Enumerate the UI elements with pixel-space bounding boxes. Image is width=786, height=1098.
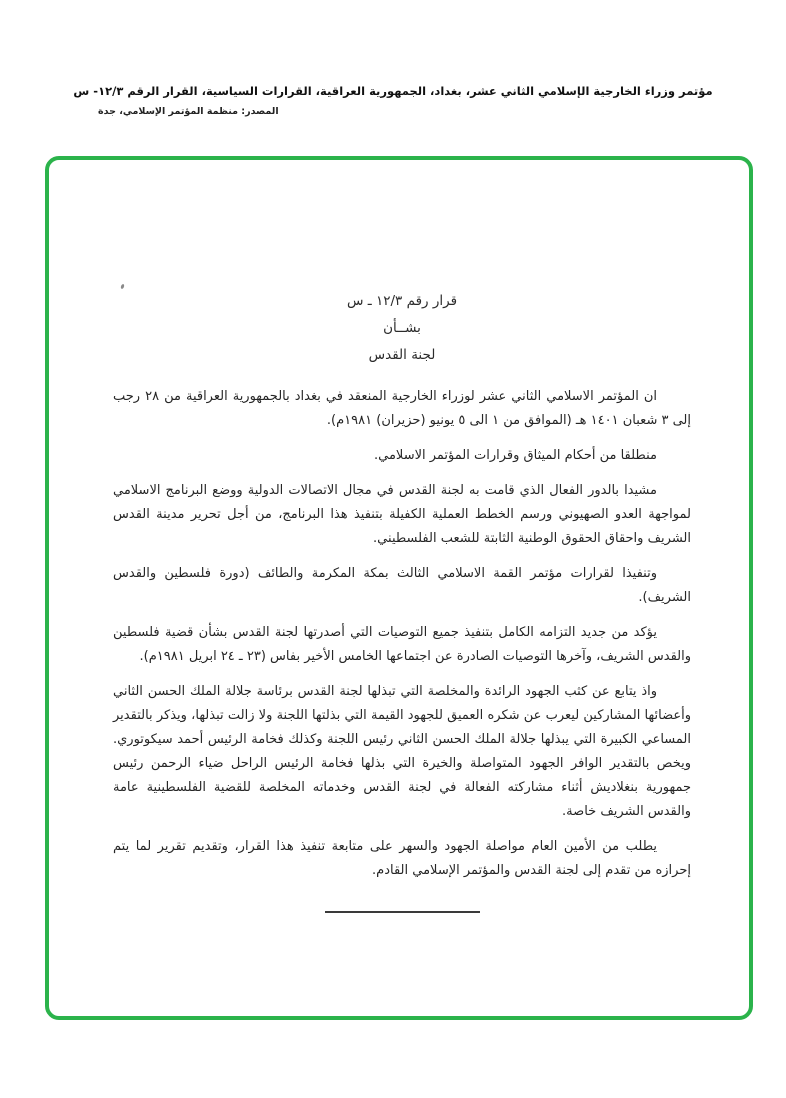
header-citation-title: مؤتمر وزراء الخارجية الإسلامي الثاني عشر، بغداد، الجمهورية العراقية، القرارات السياسية، القرار الرقم ١٢/٣- س (73, 84, 713, 98)
document-paragraph-committee-role: مشيدا بالدور الفعال الذي قامت به لجنة القدس في مجال الاتصالات الدولية ووضع البرنامج الاسلامي لمواجهة العدو الصهيوني ورسم الخطط العملية الكفيلة بتنفيذ هذا البرنامج، من أجل تحرير مدينة القدس الشريف واحقاق الحقوق الوطنية الثابتة للشعب الفلسطيني. (113, 483, 691, 546)
header-source-line: المصدر: منظمة المؤتمر الإسلامي، جدة (98, 106, 279, 117)
scanned-document-body (113, 288, 691, 913)
scanned-page-frame (45, 156, 753, 1020)
document-paragraph-preamble: ان المؤتمر الاسلامي الثاني عشر لوزراء الخارجية المنعقد في بغداد بالجمهورية العراقية من ٢٨ رجب إلى ٣ شعبان ١٤٠١ هـ (الموافق من ١ الى ٥ يونيو (حزيران) ١٩٨١م). (113, 389, 691, 428)
document-paragraph-appreciation: واذ يتابع عن كثب الجهود الرائدة والمخلصة التي تبذلها لجنة القدس برئاسة جلالة الملك الحسن الثاني وأعضائها المشاركين ليعرب عن شكره العميق للجهود القيمة التي بذلتها اللجنة ولا زالت تبذلها، ويذكر بالتقدير المساعي الكبيرة التي يبذلها جلالة الملك الحسن الثاني رئيس اللجنة وكذلك فخامة الرئيس أحمد سيكوتوري. ويخص بالتقدير الوافر الجهود المتواصلة والخيرة التي بذلها فخامة الرئيس الراحل ضياء الرحمن رئيس جمهورية بنغلاديش أثناء مشاركته الفعالة في لجنة القدس وخدماته المخلصة للقضية الفلسطينية عامة والقدس الشريف خاصة. (113, 684, 691, 819)
end-divider-line (325, 911, 480, 913)
document-paragraph-request: يطلب من الأمين العام مواصلة الجهود والسهر على متابعة تنفيذ هذا القرار، وتقديم تقرير لما يتم إحرازه من تقدم إلى لجنة القدس والمؤتمر الإسلامي القادم. (113, 839, 691, 878)
document-paragraph-charter: منطلقا من أحكام الميثاق وقرارات المؤتمر الاسلامي. (374, 448, 657, 463)
document-paragraph-affirmation: يؤكد من جديد التزامه الكامل بتنفيذ جميع التوصيات التي أصدرتها لجنة القدس بشأن قضية فلسطين والقدس الشريف، وآخرها التوصيات الصادرة عن اجتماعها الخامس الأخير بفاس (٢٣ ـ ٢٤ ابريل ١٩٨١م). (113, 625, 691, 664)
resolution-subject: لجنة القدس (368, 347, 436, 363)
resolution-regarding: بشــأن (383, 320, 421, 336)
resolution-number: قرار رقم ١٢/٣ ـ س (346, 293, 458, 309)
resolution-title-block (113, 288, 691, 369)
document-paragraph-summit-resolutions: وتنفيذا لقرارات مؤتمر القمة الاسلامي الثالث بمكة المكرمة والطائف (دورة فلسطين والقدس الشريف). (113, 566, 691, 605)
